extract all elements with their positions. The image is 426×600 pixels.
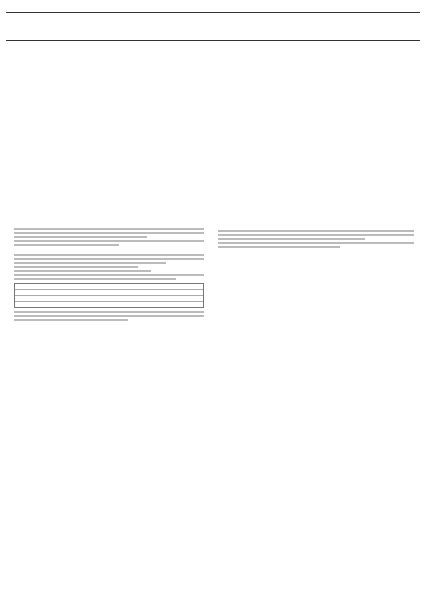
masthead-divider [6,12,420,13]
right-column [218,228,414,250]
section-divider [6,40,420,41]
masthead [6,4,420,11]
training-table [14,283,204,308]
left-column [14,228,204,323]
